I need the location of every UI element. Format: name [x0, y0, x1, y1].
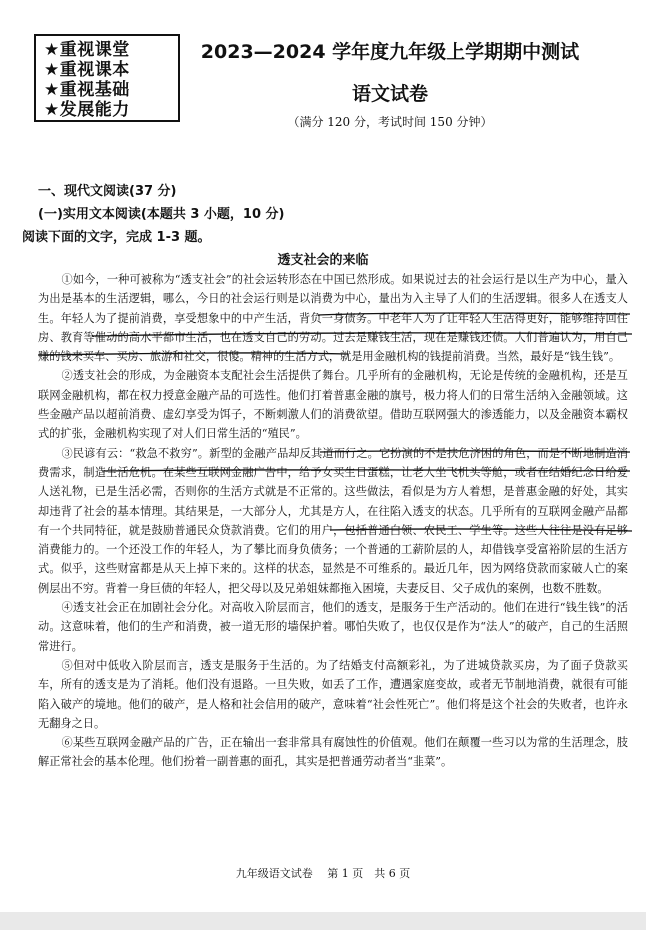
paragraph-2: ②透支社会的形成，为金融资本支配社会生活提供了舞台。几乎所有的金融机构，无论是传统的金融机构，还是互联网金融机构，都在权力授意金融产品的可选性。他们打着普惠金融的旗号，极力将人们的日常生活纳入金融领域。这些金融产品以超前消费、虚幻享受为饵子，不断刺激人们的消费欲望。借助互联网强大的渗透能力，以及金融资本霸权式的扩张，金融机构实现了对人们日常生活的“殖民”。: [38, 369, 628, 441]
paragraph-5: ⑤但对中低收入阶层而言，透支是服务于生活的。为了结婚支付高额彩礼，为了进城贷款买房，为了面子贷款买车，所有的透支是为了消耗。他们没有退路。一旦失败，如丢了工作，遭遇家庭变故，或者无节制地消费，就很有可能陷入破产的境地。他们的破产，是人格和社会信用的破产，意味着“社会性死亡”。他们将是这个社会的失败者，也许永无翻身之日。: [38, 658, 628, 730]
paragraph-1: ①如今，一种可被称为“透支社会”的社会运转形态在中国已然形成。如果说过去的社会运行是以生产为中心，量入为出是基本的生活逻辑，哪么，今日的社会运行则是以消费为中心，量出为入主导了人们的生活逻辑。很多人在透支人生。年轻人为了提前消费，享受想象中的中产生活，背负一身债务。中老年人为了让年轻人生活得更好，能够维持回住房、教育等催动的高水平都市生活，也在透支自己的劳动。过去是赚钱生活，现在是赚钱还债。人们普遍认为，用自己赚的钱来买车、买房、旅游和社交，很傻。精神的生活方式，就是用金融机构的钱提前消费。当然，最好是“钱生钱”。: [38, 273, 628, 364]
motto-stamp: [34, 34, 180, 122]
motto-line-2: ★重视课本: [44, 60, 130, 80]
section-heading: 一、现代文阅读(37 分): [38, 184, 177, 199]
motto-line-1: ★重视课堂: [44, 40, 130, 60]
page-footer: 九年级语文试卷 第 1 页 共 6 页: [235, 867, 411, 880]
reading-instruction: 阅读下面的文字，完成 1-3 题。: [22, 230, 211, 245]
paragraph-6: ⑥某些互联网金融产品的广告，正在输出一套非常具有腐蚀性的价值观。他们在颠覆一些习以为常的生活理念，肢解正常社会的基本伦理。他们扮着一副普惠的面孔，其实是把普通劳动者当“韭菜”。: [38, 736, 628, 769]
article-body: [38, 270, 628, 772]
viewer-bottom-strip: [0, 912, 646, 930]
paragraph-4: ④透支社会正在加剧社会分化。对高收入阶层而言，他们的透支，是服务于生产活动的。他们在进行“钱生钱”的活动。这意味着，他们的生产和消费，被一道无形的墙保护着。哪怕失败了，也仅仅是作为“法人”的破产，自己的生活照常进行。: [38, 601, 628, 653]
motto-line-4: ★发展能力: [44, 100, 130, 120]
article-title: 透支社会的来临: [277, 253, 369, 268]
exam-meta: （满分 120 分，考试时间 150 分钟）: [287, 115, 493, 129]
exam-title: 2023—2024 学年度九年级上学期期中测试: [200, 41, 580, 63]
motto-line-3: ★重视基础: [44, 80, 130, 100]
subsection-heading: (一)实用文本阅读(本题共 3 小题，10 分): [38, 207, 285, 222]
exam-subtitle: 语文试卷: [351, 83, 428, 105]
paragraph-3: ③民谚有云：“救急不救穷”。新型的金融产品却反其道而行之。它扮演的不是扶危济困的角色，而是不断地制造消费需求，制造生活危机。在某些互联网金融广告中，给予女买生日蛋糕，让老人坐飞机头等舱，或者在结婚纪念日给爱人送礼物，已是生活必需，否则你的生活方式就是不正常的。这些做法，看似是为方人着想，是普惠金融的好处，其实却违背了社会的基本情理。其结果是，一大部分人，尤其是方人，在往陷入透支的状态。几乎所有的互联网金融产品都有一个共同特征，就是鼓励普通民众贷款消费。它们的用户，包括普通白领、农民工、学生等。这些人往往是没有足够消费能力的。一个还没工作的年轻人，为了攀比而身负债务；一个普通的工薪阶层的人，却借钱享受富裕阶层的生活方式。似乎，这些财富都是从天上掉下来的。这样的状态，显然是不可维系的。最近几年，因为网络贷款而家破人亡的案例层出不穷。背着一身巨债的年轻人，把父母以及兄弟姐妹都拖入困境，夫妻反目、父子成仇的案例，也数不胜数。: [38, 446, 628, 595]
